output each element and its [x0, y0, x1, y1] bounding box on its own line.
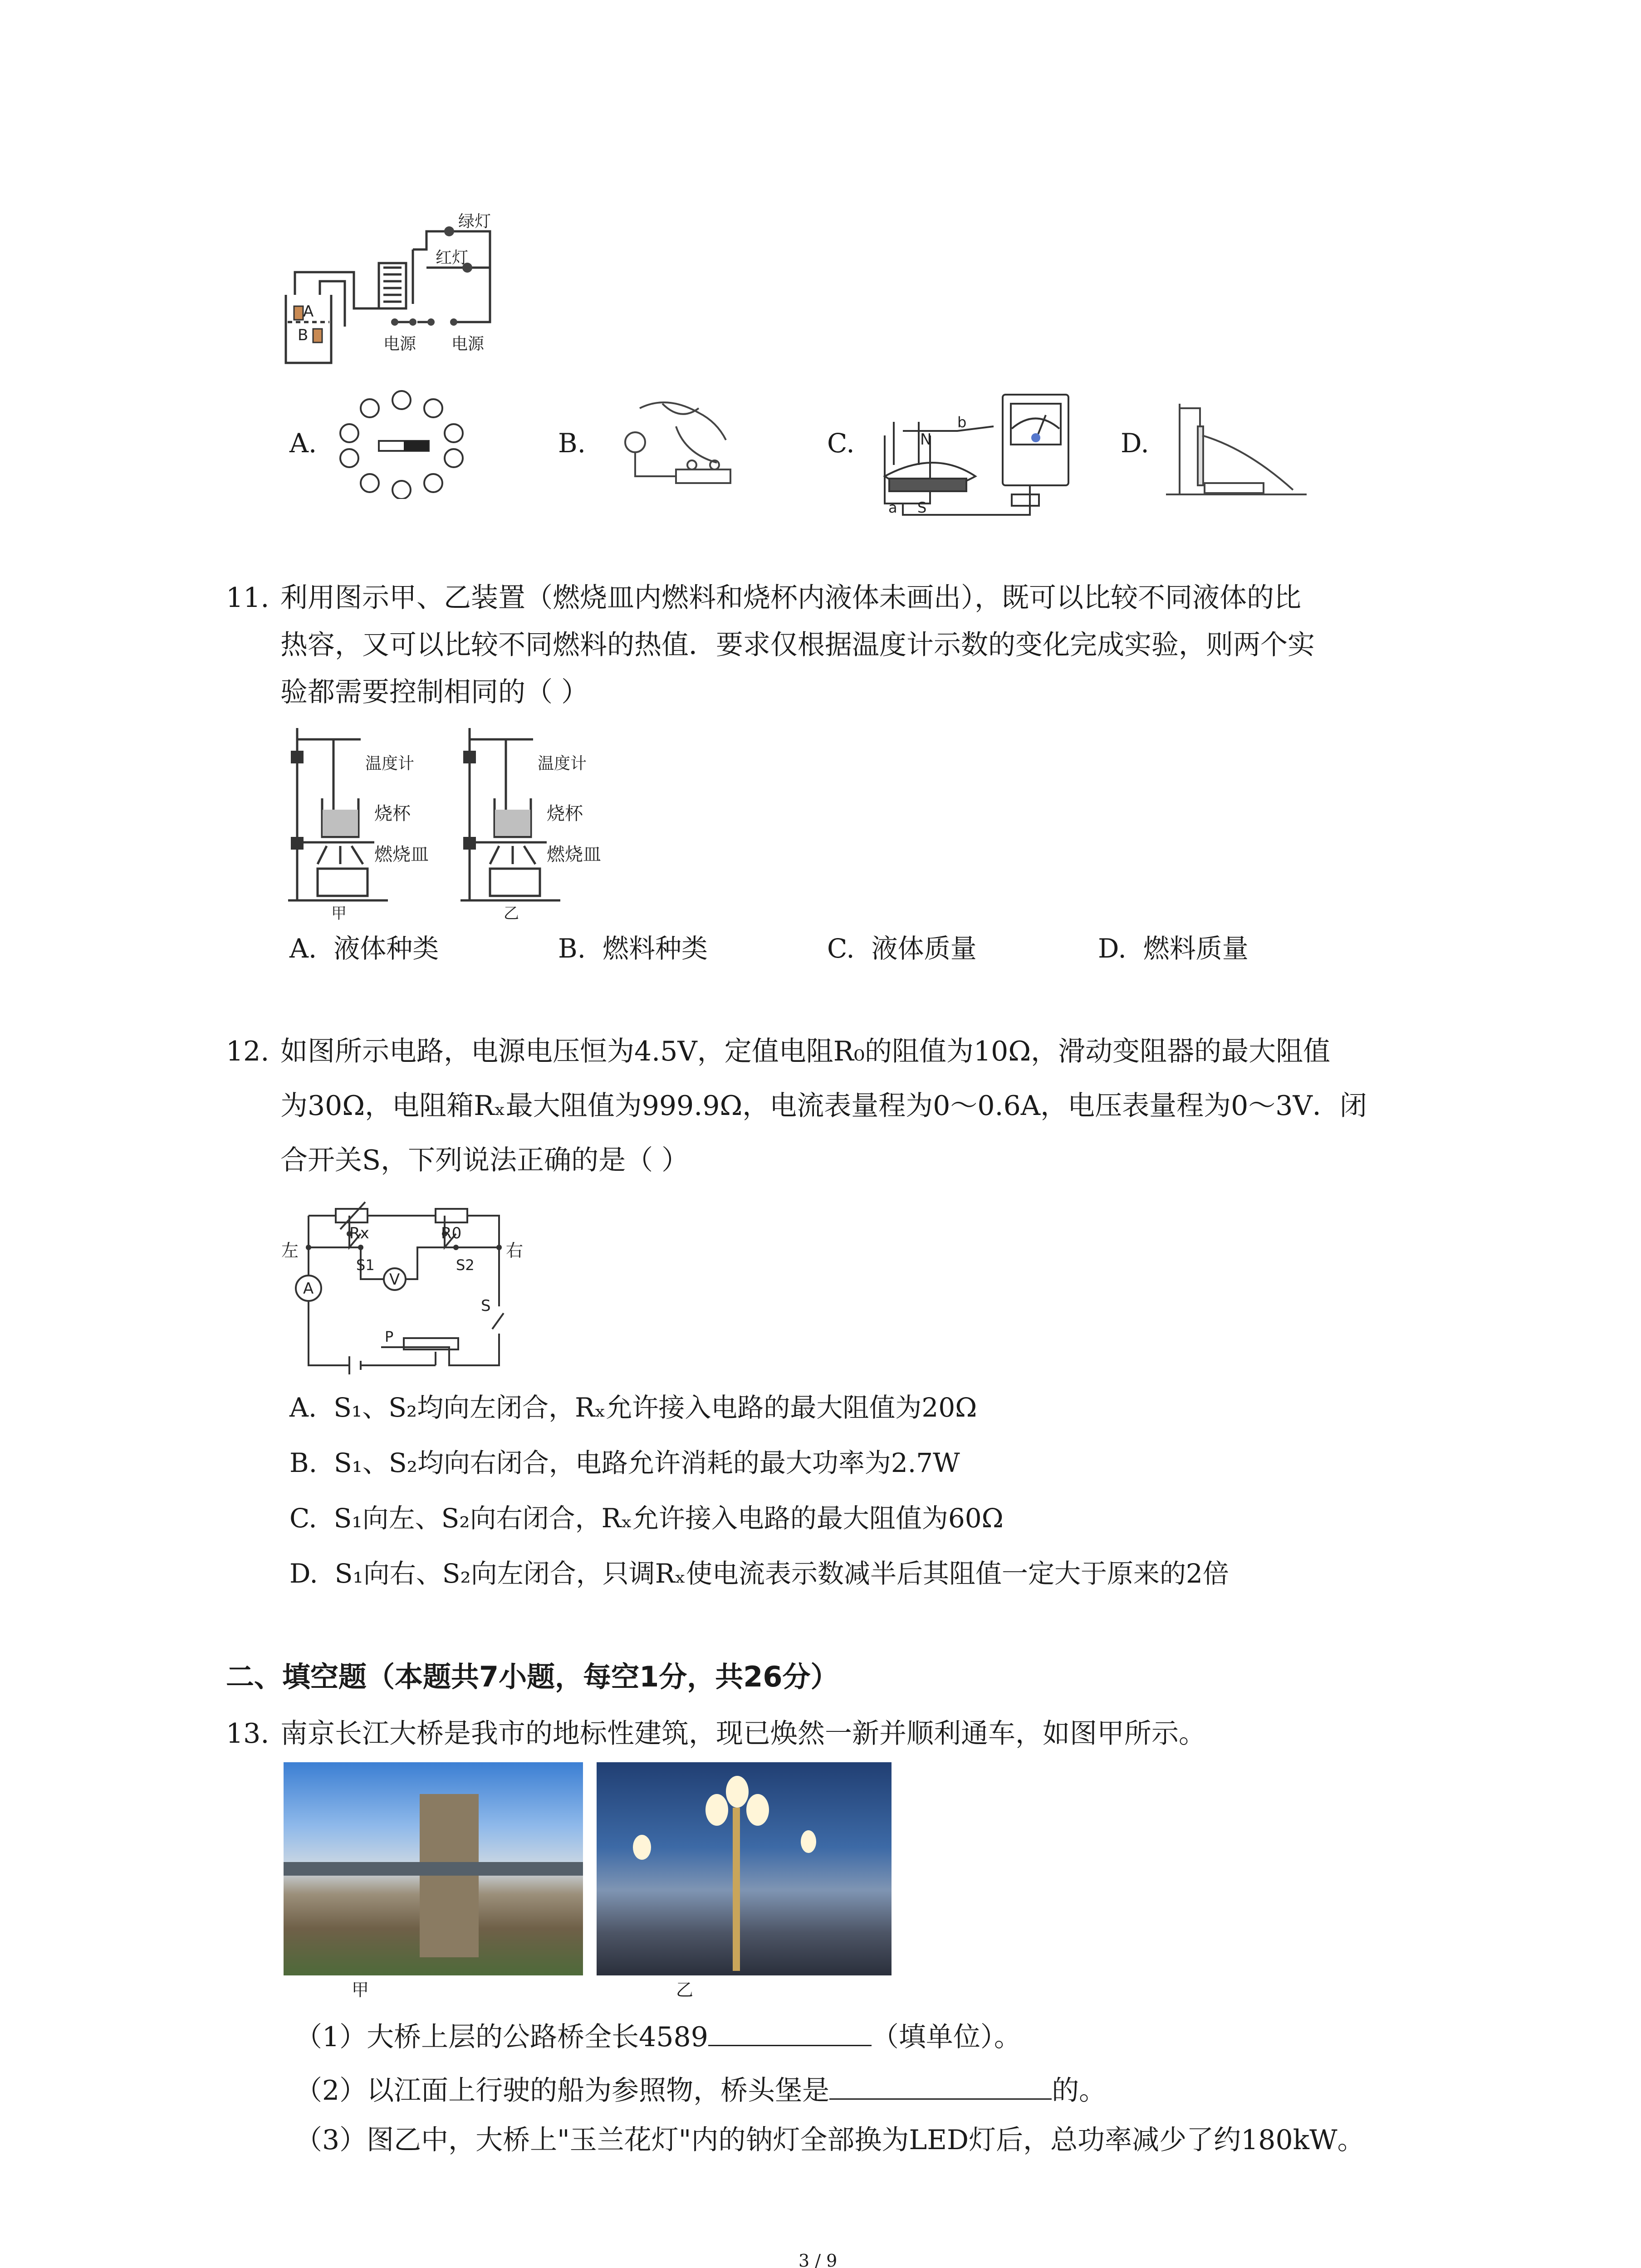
bridge-tower — [420, 1794, 479, 1957]
thermometer-label-right: 温度计 — [538, 754, 587, 773]
q12-number: 12. — [226, 1036, 269, 1067]
c-label-n: N — [920, 430, 932, 449]
q13-blank-1[interactable] — [708, 2019, 872, 2046]
power-label-1: 电源 — [383, 335, 416, 353]
q12-option-b-text: S₁、S₂均向右闭合，电路允许消耗的最大功率为2.7W — [333, 1447, 960, 1478]
lamp-post — [733, 1808, 740, 1971]
bridge-deck — [284, 1862, 583, 1876]
red-lamp-label: 红灯 — [436, 249, 469, 267]
q13-sub1-before: （1）大桥上层的公路桥全长4589 — [295, 2021, 708, 2053]
q12-option-a — [289, 1394, 977, 1421]
lamp-globe-3 — [726, 1776, 749, 1808]
dish-label-right: 燃烧皿 — [547, 844, 601, 865]
green-lamp-label: 绿灯 — [458, 213, 491, 231]
lamp-globe-4 — [801, 1830, 816, 1853]
label-b: B — [298, 326, 309, 344]
section-heading: 二、填空题（本题共7小题，每空1分，共26分） — [226, 1660, 839, 1693]
q11-option-c — [827, 935, 977, 962]
q13-sub2-after: 的。 — [1052, 2075, 1107, 2107]
q12-option-d-text: S₁向右、S₂向左闭合，只调Rₓ使电流表示数减半后其阻值一定大于原来的2倍 — [334, 1558, 1229, 1589]
caption-yi-q11: 乙 — [504, 904, 519, 923]
s2-label: S2 — [456, 1256, 475, 1274]
wire-stand-figure — [1161, 395, 1311, 503]
q13-stem: 南京长江大桥是我市的地标性建筑，现已焕然一新并顺利通车，如图甲所示。 — [280, 1718, 1206, 1750]
q13-sub1 — [295, 2019, 1021, 2051]
q12-option-d-letter: D. — [289, 1558, 318, 1589]
q11-option-b-text: 燃料种类 — [602, 933, 708, 964]
lamp-globe-5 — [633, 1835, 651, 1860]
r0-label: R0 — [441, 1224, 462, 1242]
dish-label-left: 燃烧皿 — [374, 844, 429, 865]
q13-sub3: （3）图乙中，大桥上"玉兰花灯"内的钠灯全部换为LED灯后，总功率减少了约180kW。 — [295, 2124, 1365, 2156]
heating-apparatus-figure — [284, 719, 637, 923]
c-label-a: a — [888, 499, 897, 516]
q11-option-d-text: 燃料质量 — [1143, 933, 1249, 964]
caption-jia-q13: 甲 — [352, 1980, 369, 2000]
induction-setup-figure — [876, 386, 1075, 517]
q11-option-a-text: 液体种类 — [333, 933, 439, 964]
q11-option-c-text: 液体质量 — [871, 933, 977, 964]
q12-option-d — [289, 1560, 1229, 1587]
q12-option-a-letter: A. — [289, 1392, 317, 1423]
q12-option-c-text: S₁向左、S₂向右闭合，Rₓ允许接入电路的最大阻值为60Ω — [333, 1503, 1004, 1534]
hand-generator-figure — [608, 390, 749, 499]
q11-option-a — [289, 935, 439, 962]
q10-option-b: B. — [558, 428, 586, 459]
q11-option-a-letter: A. — [289, 933, 317, 964]
compass-ring-figure — [336, 390, 467, 499]
page-number: 3 / 9 — [798, 2251, 838, 2268]
q12-line-1: 如图所示电路，电源电压恒为4.5V，定值电阻R₀的阻值为10Ω，滑动变阻器的最大阻值 — [280, 1036, 1331, 1067]
bridge-photo — [284, 1762, 583, 1975]
circuit-diagram-figure — [281, 1198, 535, 1379]
caption-jia-q11: 甲 — [331, 904, 347, 923]
beaker-label-left: 烧杯 — [374, 803, 411, 824]
rx-label: Rx — [349, 1224, 369, 1242]
s1-label: S1 — [356, 1256, 375, 1274]
q11-number: 11. — [226, 582, 269, 614]
q13-sub2 — [295, 2073, 1107, 2107]
q12-line-3: 合开关S，下列说法正确的是（ ） — [280, 1144, 689, 1176]
caption-yi-q13: 乙 — [676, 1980, 694, 2000]
c-label-b: b — [957, 414, 967, 431]
q12-option-b — [289, 1447, 960, 1478]
q12-option-c — [289, 1503, 1004, 1534]
q12-line-2: 为30Ω，电阻箱Rₓ最大阻值为999.9Ω，电流表量程为0～0.6A，电压表量程为0～3V．闭 — [280, 1090, 1367, 1122]
right-label: 右 — [506, 1241, 524, 1261]
q11-option-d — [1098, 935, 1249, 962]
lamp-globe-2 — [746, 1794, 769, 1826]
q11-line-1: 利用图示甲、乙装置（燃烧皿内燃料和烧杯内液体未画出），既可以比较不同液体的比 — [280, 582, 1301, 614]
q13-sub1-after: （填单位）。 — [871, 2021, 1021, 2053]
thermometer-label-left: 温度计 — [365, 754, 415, 773]
q12-option-b-letter: B. — [289, 1447, 318, 1478]
q13-blank-2[interactable] — [829, 2073, 1052, 2100]
q11-option-d-letter: D. — [1098, 933, 1127, 964]
ammeter-label: A — [303, 1280, 314, 1298]
power-label-2: 电源 — [451, 335, 485, 353]
q13-sub2-before: （2）以江面上行驶的船为参照物，桥头堡是 — [295, 2075, 830, 2107]
lamp-photo — [597, 1762, 892, 1975]
q13-number: 13. — [226, 1718, 269, 1750]
q11-option-b-letter: B. — [558, 933, 586, 964]
p-label: P — [385, 1328, 394, 1345]
voltmeter-label: V — [389, 1271, 400, 1289]
left-label: 左 — [281, 1241, 299, 1261]
q12-option-a-text: S₁、S₂均向左闭合，Rₓ允许接入电路的最大阻值为20Ω — [333, 1392, 977, 1423]
q10-option-c: C. — [827, 428, 855, 459]
c-label-s: S — [917, 499, 927, 516]
q11-option-b — [558, 935, 708, 962]
relay-circuit-figure — [277, 213, 603, 372]
label-a: A — [303, 303, 314, 321]
lamp-globe-1 — [705, 1794, 728, 1826]
q10-option-a: A. — [289, 428, 317, 459]
beaker-label-right: 烧杯 — [547, 803, 583, 824]
q11-line-3: 验都需要控制相同的（ ） — [280, 676, 589, 708]
s-label: S — [481, 1297, 491, 1315]
q11-line-2: 热容，又可以比较不同燃料的热值．要求仅根据温度计示数的变化完成实验，则两个实 — [280, 629, 1315, 661]
q11-option-c-letter: C. — [827, 933, 855, 964]
q12-option-c-letter: C. — [289, 1503, 317, 1534]
q10-option-d: D. — [1121, 428, 1149, 459]
